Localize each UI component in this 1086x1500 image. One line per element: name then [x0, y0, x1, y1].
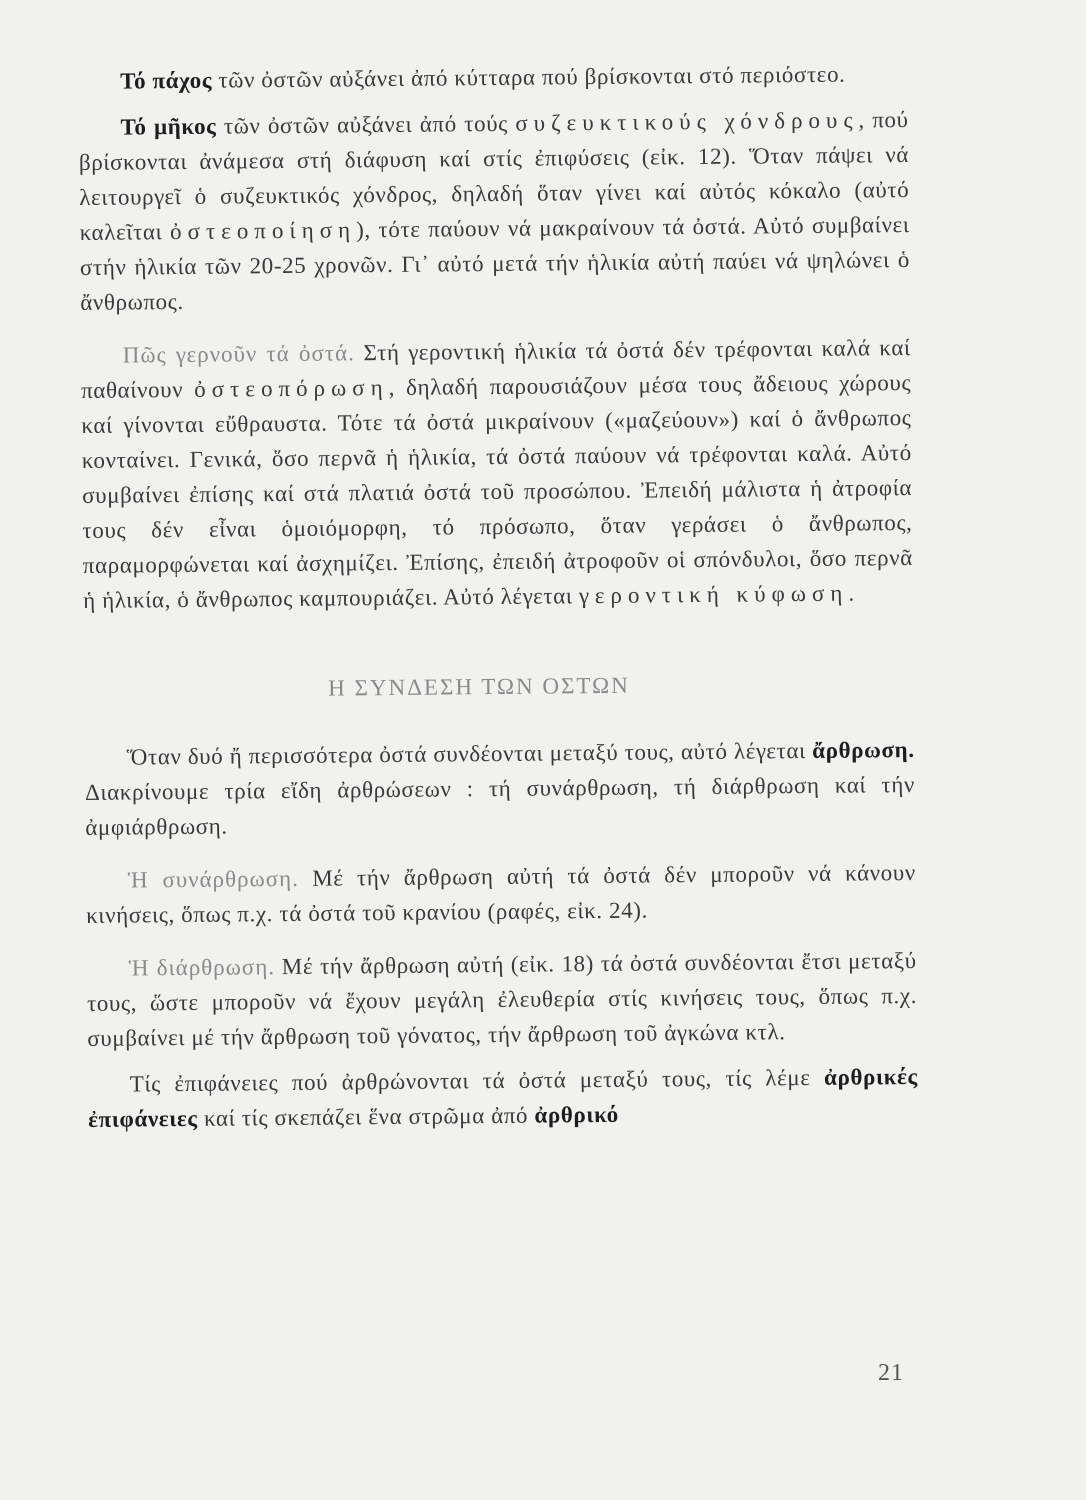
paragraph-length	[78, 102, 910, 320]
aging-text-1: Στή γεροντική ἡλικία τά ὀστά δέν τρέφονται καλά καί παθαίνουν	[81, 335, 911, 403]
surfaces-text-2: καί τίς σκεπάζει ἕνα στρῶμα ἀπό	[197, 1102, 535, 1131]
aging-text-3: .	[848, 580, 855, 606]
surfaces-text-1: Τίς ἐπιφάνειες πού ἀρθρώνονται τά ὀστά μεταξύ τους, τίς λέμε	[129, 1064, 825, 1097]
spaced-term-cartilage: συζευκτικούς χόνδρους	[515, 107, 859, 136]
paragraph-thickness	[78, 56, 908, 99]
term-joint: ἄρθρωση.	[812, 737, 915, 763]
aging-text-2: , δηλαδή παρουσιάζουν μέσα τους ἄδειους χώρους καί γίνονται εὔθραυστα. Τότε τά ὀστά μικραίνουν («μαζεύουν») καί ὁ ἄνθρωπος κονταίνει. Γενικά, ὅσο περνᾶ ἡ ἡλικία, τά ὀστά παύουν νά τρέφονται καλά. Αὐτό συμβαίνει ἐπίσης καί στά πλατιά ὀστά τοῦ προσώπου. Ἐπειδή μάλιστα ἡ ἀτροφία τους δέν εἶναι ὁμοιόμορφη, τό πρόσωπο, ὅταν γεράσει ὁ ἄνθρωπος, παραμορφώνεται καί ἀσχημίζει. Ἐπίσης, ἐπειδή ἀτροφοῦν οἱ σπόνδυλοι, ὅσο περνᾶ ἡ ἡλικία, ὁ ἄνθρωπος καμπουριάζει. Αὐτό λέγεται	[81, 370, 913, 613]
joints-text-1: Ὅταν δυό ἤ περισσότερα ὀστά συνδέονται μεταξύ τους, αὐτό λέγεται	[126, 737, 813, 770]
spaced-term-osteoporosis: ὀστεοπόρωση	[194, 375, 389, 402]
section-heading: Η ΣΥΝΔΕΣΗ ΤΩΝ ΟΣΤΩΝ	[328, 672, 630, 701]
synarthrosis-text: Μέ τήν ἄρθρωση αὐτή τά ὀστά δέν μποροῦν νά κάνουν κινήσεις, ὅπως π.χ. τά ὀστά τοῦ κρανίου (ραφές, εἰκ. 24).	[86, 859, 916, 928]
term-length: Τό μῆκος	[120, 113, 217, 140]
term-thickness: Τό πάχος	[120, 67, 213, 94]
term-diarthrosis: Ἡ διάρθρωση.	[128, 954, 276, 981]
paragraph-surfaces	[88, 1059, 919, 1137]
page-body	[78, 56, 918, 1137]
page-number: 21	[878, 1360, 904, 1386]
length-text-2: , πού βρίσκονται ἀνάμεσα στή διάφυση καί στίς ἐπιφύσεις (εἰκ. 12). Ὅταν πάψει νά λειτουργεῖ ὁ συζευκτικός χόνδρος, δηλαδή ὅταν γίνει καί αὐτός κόκαλο (αὐτό καλεῖται	[78, 107, 910, 245]
paragraph-aging	[81, 330, 914, 618]
term-synarthrosis: Ἡ συνάρθρωση.	[127, 865, 300, 893]
spaced-term-ossification: ὀστεοποίηση	[169, 217, 357, 245]
length-text-1: τῶν ὀστῶν αὐξάνει ἀπό τούς	[216, 110, 516, 139]
paragraph-diarthrosis	[87, 943, 918, 1056]
spaced-term-kyphosis: γεροντική κύφωση	[578, 580, 849, 609]
thickness-text: τῶν ὀστῶν αὐξάνει ἀπό κύτταρα πού βρίσκονται στό περιόστεο.	[211, 61, 846, 93]
length-text-3: ), τότε παύουν νά μακραίνουν τά ὀστά. Αὐτό συμβαίνει στήν ἡλικία τῶν 20-25 χρονῶν. Γι᾽ αὐτό μετά τήν ἡλικία αὐτή παύει νά ψηλώνει ὁ ἄνθρωπος.	[79, 212, 911, 315]
paragraph-joints-intro	[84, 732, 915, 845]
term-aging: Πῶς γερνοῦν τά ὀστά.	[122, 340, 355, 368]
term-articular: ἀρθρικό	[534, 1101, 619, 1128]
diarthrosis-text: Μέ τήν ἄρθρωση αὐτή (εἰκ. 18) τά ὀστά συνδέονται ἔτσι μεταξύ τους, ὥστε μποροῦν νά ἔχουν μεγάλη ἐλευθερία στίς κινήσεις τους, ὅπως π.χ. συμβαίνει μέ τήν ἄρθρωση τοῦ γόνατος, τήν ἄρθρωση τοῦ ἀγκώνα κτλ.	[86, 947, 918, 1051]
term-articular-surfaces: ἀρθρικές ἐπιφάνειες	[88, 1063, 918, 1132]
joints-text-2: Διακρίνουμε τρία εἴδη ἀρθρώσεων : τή συνάρθρωση, τή διάρθρωση καί τήν ἀμφιάρθρωση.	[84, 771, 916, 840]
paragraph-synarthrosis	[86, 855, 917, 933]
